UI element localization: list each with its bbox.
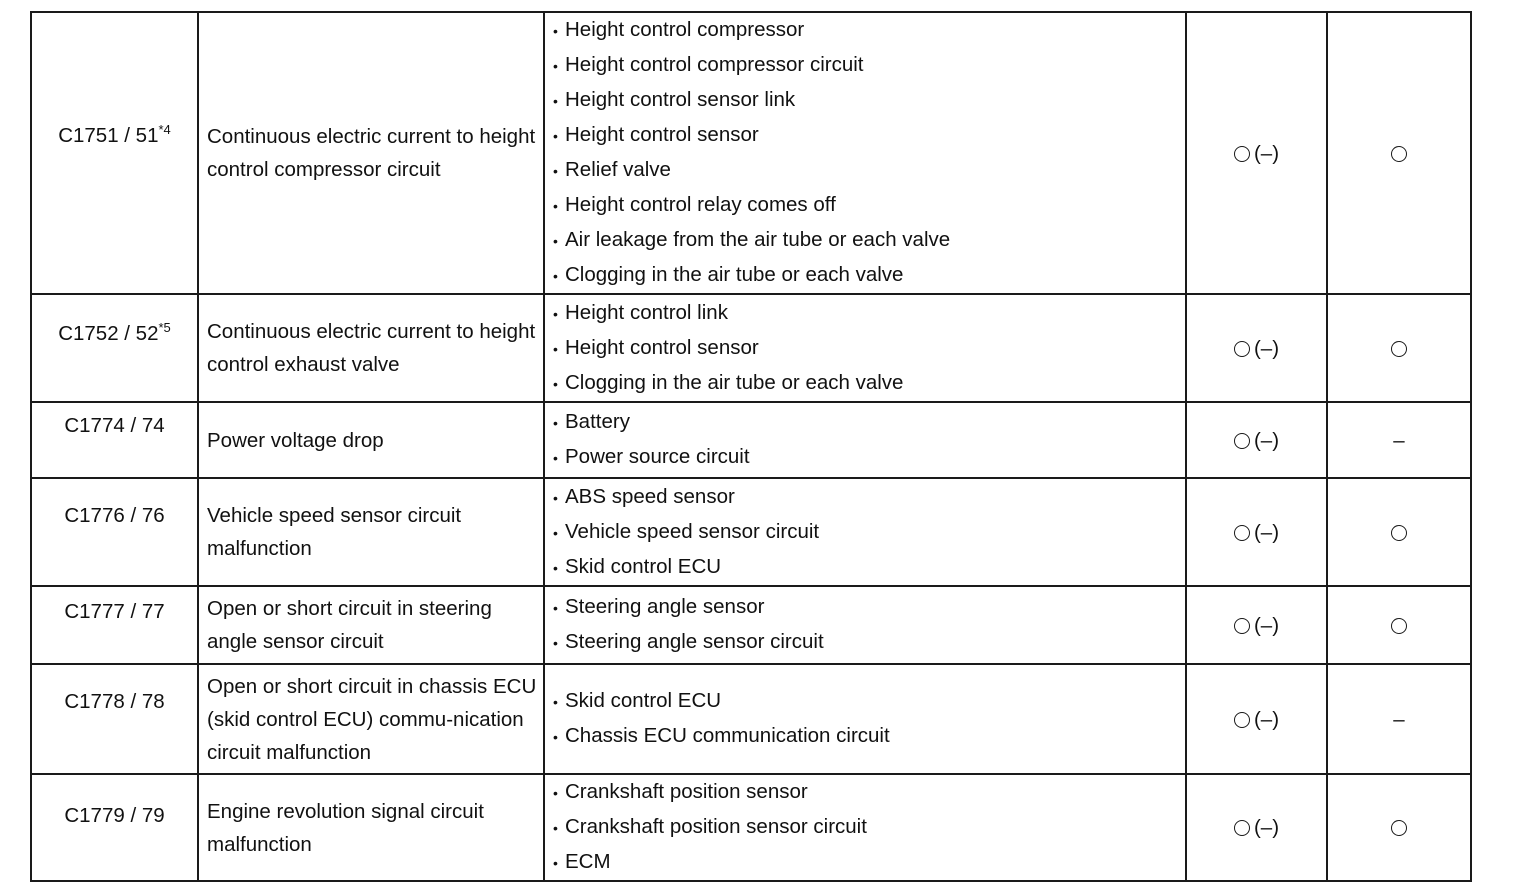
trouble-area-text: Power source circuit	[565, 445, 750, 468]
warning-cell	[1327, 478, 1471, 586]
dtc-code-cell	[31, 664, 198, 774]
trouble-area-cell	[544, 12, 1186, 294]
trouble-area-text: Height control compressor circuit	[565, 53, 864, 76]
trouble-area-item	[553, 719, 1185, 754]
bullet-icon: •	[553, 694, 558, 710]
bullet-icon: •	[553, 375, 558, 392]
trouble-area-text: ABS speed sensor	[565, 484, 735, 508]
dash-mark: –	[1393, 428, 1405, 452]
bullet-icon: •	[553, 855, 558, 871]
trouble-area-text: Steering angle sensor circuit	[565, 630, 824, 653]
bullet-icon: •	[553, 450, 558, 466]
trouble-area-text: Height control sensor link	[565, 88, 796, 111]
table-row	[31, 12, 1471, 294]
dtc-code-cell	[31, 12, 198, 294]
detection-item: Open or short circuit in chassis ECU (skid control ECU) commu-nication circuit malfunction	[207, 674, 537, 764]
detection-item: Continuous electric current to height control exhaust valve	[207, 320, 536, 376]
trouble-area-text: Crankshaft position sensor	[565, 780, 808, 803]
memory-suffix: (–)	[1253, 336, 1280, 360]
memory-cell	[1186, 586, 1327, 664]
bullet-icon: •	[553, 785, 558, 801]
trouble-area-text: Vehicle speed sensor circuit	[565, 519, 820, 543]
trouble-area-item	[553, 515, 1185, 550]
memory-cell	[1186, 478, 1327, 586]
memory-suffix: (–)	[1253, 816, 1280, 839]
memory-cell	[1186, 774, 1327, 881]
detection-item-cell	[198, 774, 544, 881]
trouble-area-text: Clogging in the air tube or each valve	[565, 263, 904, 286]
trouble-area-text: Battery	[565, 410, 630, 433]
bullet-icon: •	[553, 93, 558, 109]
memory-cell	[1186, 664, 1327, 774]
dtc-code-cell	[31, 478, 198, 586]
circle-mark-icon	[1391, 341, 1407, 357]
trouble-area-item	[553, 684, 1185, 719]
memory-cell	[1186, 402, 1327, 478]
warning-cell	[1327, 664, 1471, 774]
dtc-code: C1777 / 77	[64, 600, 165, 623]
trouble-area-item	[553, 331, 1185, 366]
trouble-area-text: Height control sensor	[565, 123, 759, 146]
trouble-area-item	[553, 13, 1185, 48]
trouble-area-item	[553, 625, 1185, 660]
bullet-icon: •	[553, 729, 558, 745]
circle-mark-icon	[1234, 712, 1250, 728]
trouble-area-cell	[544, 402, 1186, 478]
detection-item-cell	[198, 478, 544, 586]
trouble-area-item	[553, 153, 1185, 188]
trouble-area-list	[553, 775, 1185, 880]
memory-suffix: (–)	[1253, 428, 1280, 452]
memory-suffix: (–)	[1253, 520, 1280, 544]
bullet-icon: •	[553, 559, 558, 576]
trouble-area-list	[553, 684, 1185, 754]
bullet-icon: •	[553, 820, 558, 836]
bullet-icon: •	[553, 163, 558, 179]
dtc-table-body	[31, 12, 1471, 881]
detection-item-cell	[198, 402, 544, 478]
warning-cell	[1327, 12, 1471, 294]
trouble-area-text: Height control relay comes off	[565, 193, 836, 216]
trouble-area-item	[553, 405, 1185, 440]
table-row	[31, 402, 1471, 478]
bullet-icon: •	[553, 415, 558, 431]
memory-cell	[1186, 12, 1327, 294]
trouble-area-text: Skid control ECU	[565, 554, 722, 578]
circle-mark-icon	[1234, 341, 1250, 357]
bullet-icon: •	[553, 489, 558, 506]
detection-item-cell	[198, 586, 544, 664]
bullet-icon: •	[553, 600, 558, 616]
detection-item-cell	[198, 294, 544, 402]
dtc-code-cell	[31, 586, 198, 664]
bullet-icon: •	[553, 58, 558, 74]
trouble-area-list	[553, 590, 1185, 660]
bullet-icon: •	[553, 635, 558, 651]
dtc-code-cell	[31, 294, 198, 402]
trouble-area-text: Height control compressor	[565, 18, 805, 41]
memory-cell	[1186, 294, 1327, 402]
detection-item: Power voltage drop	[207, 428, 384, 452]
detection-item: Continuous electric current to height control compressor circuit	[207, 125, 536, 181]
circle-mark-icon	[1234, 525, 1250, 541]
dtc-code: C1778 / 78	[64, 690, 165, 713]
trouble-area-item	[553, 118, 1185, 153]
trouble-area-item	[553, 480, 1185, 515]
table-row	[31, 774, 1471, 881]
bullet-icon: •	[553, 340, 558, 357]
trouble-area-text: Chassis ECU communication circuit	[565, 724, 890, 747]
dtc-code-cell	[31, 774, 198, 881]
trouble-area-list	[553, 13, 1185, 293]
trouble-area-text: Height control link	[565, 300, 728, 324]
trouble-area-text: Crankshaft position sensor circuit	[565, 815, 867, 838]
trouble-area-text: Steering angle sensor	[565, 595, 765, 618]
dtc-code: C1751 / 51	[58, 124, 159, 147]
table-row	[31, 586, 1471, 664]
detection-item: Open or short circuit in steering angle sensor circuit	[207, 597, 492, 653]
bullet-icon: •	[553, 198, 558, 214]
circle-mark-icon	[1391, 146, 1407, 162]
dtc-code: C1779 / 79	[64, 804, 165, 827]
circle-mark-icon	[1234, 433, 1250, 449]
dtc-code-note: *5	[158, 319, 171, 335]
memory-suffix: (–)	[1253, 141, 1280, 165]
dtc-code-cell	[31, 402, 198, 478]
bullet-icon: •	[553, 233, 558, 249]
bullet-icon: •	[553, 268, 558, 284]
bullet-icon: •	[553, 305, 558, 322]
dash-mark: –	[1393, 707, 1405, 731]
circle-mark-icon	[1234, 146, 1250, 162]
warning-cell	[1327, 402, 1471, 478]
trouble-area-text: Height control sensor	[565, 335, 759, 359]
dtc-code: C1752 / 52	[58, 321, 159, 345]
dtc-code: C1776 / 76	[64, 504, 165, 527]
circle-mark-icon	[1234, 618, 1250, 634]
trouble-area-item	[553, 48, 1185, 83]
warning-cell	[1327, 586, 1471, 664]
trouble-area-cell	[544, 478, 1186, 586]
circle-mark-icon	[1391, 618, 1407, 634]
trouble-area-text: ECM	[565, 850, 611, 873]
trouble-area-item	[553, 590, 1185, 625]
trouble-area-item	[553, 223, 1185, 258]
trouble-area-item	[553, 550, 1185, 585]
memory-suffix: (–)	[1253, 707, 1280, 731]
bullet-icon: •	[553, 128, 558, 144]
trouble-area-list	[553, 480, 1185, 585]
trouble-area-item	[553, 845, 1185, 880]
bullet-icon: •	[553, 23, 558, 39]
trouble-area-text: Clogging in the air tube or each valve	[565, 370, 904, 394]
detection-item-cell	[198, 664, 544, 774]
trouble-area-item	[553, 188, 1185, 223]
circle-mark-icon	[1391, 820, 1407, 836]
dtc-code-note: *4	[158, 122, 171, 138]
detection-item: Vehicle speed sensor circuit malfunction	[207, 504, 462, 560]
trouble-area-item	[553, 83, 1185, 118]
trouble-area-item	[553, 440, 1185, 475]
trouble-area-item	[553, 775, 1185, 810]
trouble-area-text: Air leakage from the air tube or each valve	[565, 228, 951, 251]
trouble-area-item	[553, 258, 1185, 293]
circle-mark-icon	[1391, 525, 1407, 541]
trouble-area-cell	[544, 664, 1186, 774]
memory-suffix: (–)	[1253, 613, 1280, 637]
circle-mark-icon	[1234, 820, 1250, 836]
detection-item-cell	[198, 12, 544, 294]
trouble-area-list	[553, 296, 1185, 401]
warning-cell	[1327, 774, 1471, 881]
trouble-area-cell	[544, 294, 1186, 402]
table-row	[31, 478, 1471, 586]
dtc-code: C1774 / 74	[64, 414, 165, 437]
trouble-area-item	[553, 366, 1185, 401]
table-row	[31, 294, 1471, 402]
trouble-area-list	[553, 405, 1185, 475]
trouble-area-text: Skid control ECU	[565, 689, 722, 712]
warning-cell	[1327, 294, 1471, 402]
bullet-icon: •	[553, 524, 558, 541]
table-row	[31, 664, 1471, 774]
trouble-area-cell	[544, 774, 1186, 881]
trouble-area-item	[553, 296, 1185, 331]
dtc-table-container	[30, 11, 1470, 882]
trouble-area-item	[553, 810, 1185, 845]
dtc-table	[30, 11, 1472, 882]
trouble-area-text: Relief valve	[565, 158, 671, 181]
detection-item: Engine revolution signal circuit malfunction	[207, 799, 484, 856]
trouble-area-cell	[544, 586, 1186, 664]
